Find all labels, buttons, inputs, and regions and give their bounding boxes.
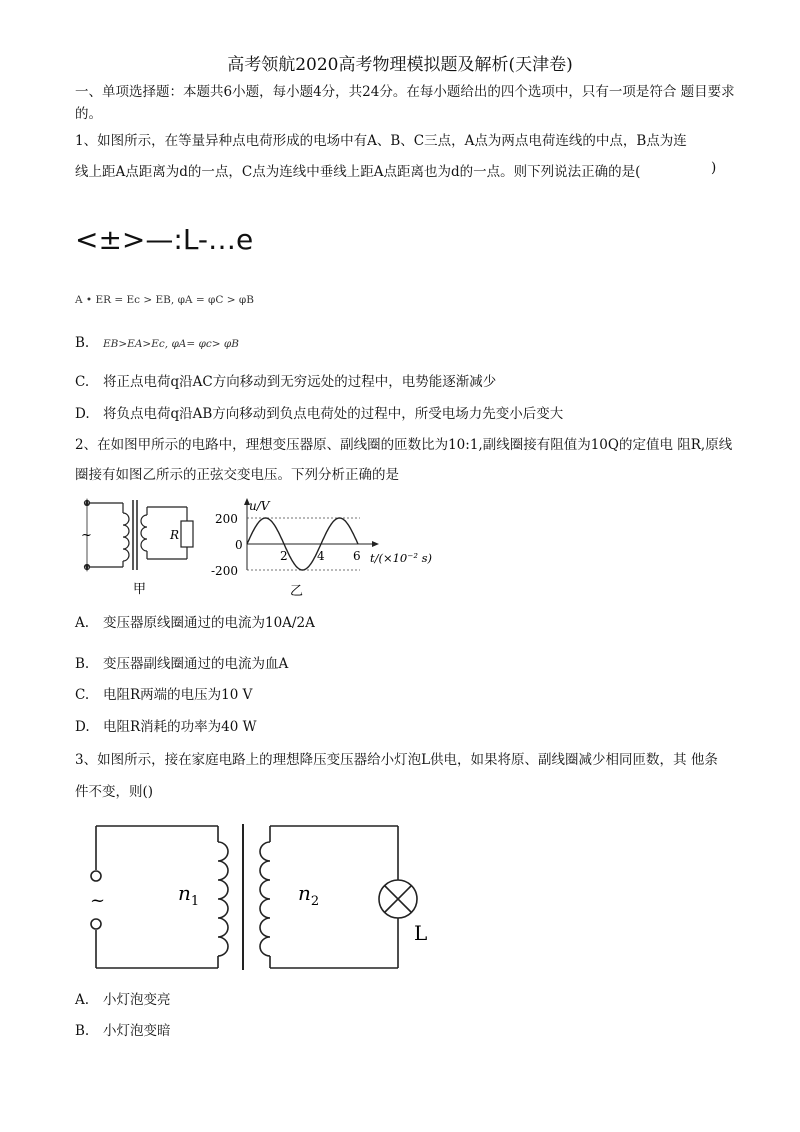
q1-option-d (75, 402, 563, 422)
ac-source-symbol: ~ (90, 890, 106, 911)
option-text: 变压器原线圈通过的电流为10A/2A (103, 615, 315, 631)
graph-y-tick: -200 (211, 564, 238, 578)
graph-x-tick: 2 (280, 549, 288, 563)
option-letter: D. (75, 406, 90, 422)
resistor-label: R (170, 528, 180, 542)
option-text: 电阻R消耗的功率为40 W (103, 719, 257, 735)
coil-symbol: n (178, 881, 191, 905)
graph-y-tick: 0 (235, 538, 243, 552)
q1-stem-line1: 1、如图所示，在等量异种点电荷形成的电场中有A、B、C三点，A点为两点电荷连线的中点，B点为连 (75, 133, 687, 149)
q2-stem-line1: 2、在如图甲所示的电路中，理想变压器原、副线圈的匝数比为10:1,副线圈接有阻值为10Q的定值电 阻R,原线 (75, 437, 733, 453)
graph-y-tick: 200 (215, 512, 238, 526)
option-letter: C. (75, 374, 90, 390)
option-letter: C. (75, 687, 90, 703)
q2-transformer-circuit-diagram (75, 495, 205, 600)
q1-stem-paren-close: ) (711, 160, 717, 176)
q2-voltage-waveform-graph (211, 498, 435, 599)
option-text: 电阻R两端的电压为10 V (103, 687, 253, 703)
q1-option-a: A • ER = Ec > EB, φA = φC > φB (75, 294, 254, 306)
option-letter: B. (75, 1023, 90, 1039)
option-text: 小灯泡变暗 (103, 1023, 171, 1039)
q2-option-d (75, 715, 257, 735)
q1-figure-ocr-text: <±>—:L-…e (75, 223, 254, 256)
option-text: 变压器副线圈通过的电流为血A (103, 656, 289, 672)
coil-subscript: 1 (190, 894, 200, 909)
q1-stem-line2: 线上距A点距离为d的一点，C点为连线中垂线上距A点距离也为d的一点。则下列说法正确的是( (75, 164, 641, 180)
option-text: EB>EA>Ec, φA= φc> φB (103, 338, 239, 350)
graph-x-axis-label: t/(×10⁻² s) (370, 551, 432, 565)
option-letter: B. (75, 335, 90, 351)
q2-option-a (75, 611, 315, 631)
option-text: 将负点电荷q沿AB方向移动到负点电荷处的过程中，所受电场力先变小后变大 (103, 406, 564, 422)
q1-option-c (75, 370, 496, 390)
option-letter: D. (75, 719, 90, 735)
coil-subscript: 2 (310, 894, 320, 909)
graph-x-tick: 4 (317, 549, 325, 563)
primary-coil-label (178, 881, 199, 909)
option-text: 小灯泡变亮 (103, 992, 171, 1008)
graph-x-tick: 6 (353, 549, 361, 563)
lamp-label: L (414, 921, 428, 945)
option-letter: A. (75, 615, 90, 631)
section-heading-line1: 一、单项选择题：本题共6小题，每小题4分，共24分。在每小题给出的四个选项中，只有一项是符合 题目要求 (75, 84, 735, 100)
q2-option-c (75, 683, 252, 703)
q2-stem-line2: 圈接有如图乙所示的正弦交变电压。下列分析正确的是 (75, 467, 399, 483)
ac-source-symbol: ~ (81, 528, 92, 543)
q1-option-b (75, 335, 239, 351)
section-heading-line2: 的。 (75, 106, 102, 122)
figure-label-jia: 甲 (133, 582, 147, 597)
q2-option-b (75, 652, 288, 672)
option-letter: B. (75, 656, 90, 672)
graph-y-axis-label: u/V (249, 499, 270, 513)
secondary-coil-label (298, 881, 319, 909)
q3-stem-line1: 3、如图所示，接在家庭电路上的理想降压变压器给小灯泡L供电，如果将原、副线圈减少相同匝数，其 他条 (75, 752, 718, 768)
option-letter: A. (75, 992, 90, 1008)
page-title: 高考领航2020高考物理模拟题及解析(天津卷) (227, 55, 573, 75)
q3-stem-line2: 件不变，则() (75, 784, 154, 800)
q3-transformer-lamp-diagram (88, 822, 448, 974)
coil-symbol: n (298, 881, 311, 905)
option-text: 将正点电荷q沿AC方向移动到无穷远处的过程中，电势能逐渐减少 (103, 374, 497, 390)
q3-option-b (75, 1019, 171, 1039)
figure-label-yi: 乙 (290, 584, 304, 599)
q3-option-a (75, 988, 171, 1008)
